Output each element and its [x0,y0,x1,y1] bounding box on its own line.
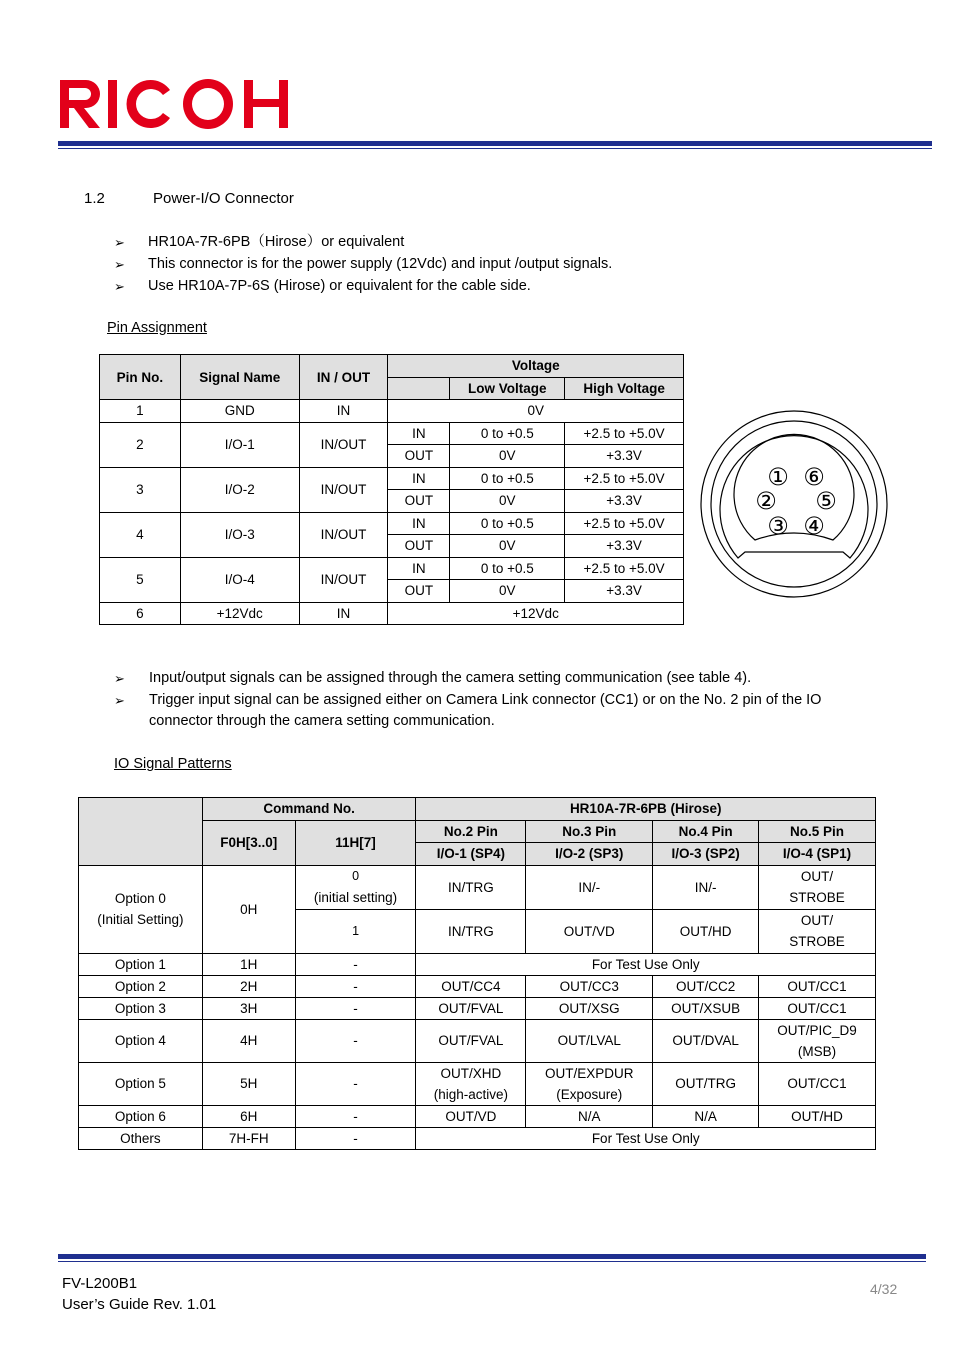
table-row: Others 7H-FH - For Test Use Only [79,1127,876,1149]
arrow-bullet-icon: ➢ [114,693,125,708]
pin-1-label: ① [767,463,789,491]
header-command-no: Command No. [202,798,416,821]
io-signal-patterns-table: Command No. HR10A-7R-6PB (Hirose) F0H[3..0] 11H[7] No.2 Pin No.3 Pin No.4 Pin No.5 Pin I/O-1 (SP4) I/O-2 (SP3) I/O-3 (SP2) I/O-4 (SP1) Option 0 (Initial Setting) 0H 0 (initial setting) IN/TRG IN/- IN/- OUT/ STROBE 1 IN/TRG OUT/VD OUT/HD OUT/ STROBE Option 1 1H - For Test Use Only Option 2 2H - OUT/CC4 OUT/CC3 OUT/CC2 OUT/CC1 Option 3 3H - OUT/FVAL OUT/XSG OUT/XSUB OUT/CC1 Option 4 4H - OUT/FVAL OUT/LVAL OUT/DVAL OUT/PIC_D9 (MSB) Option 5 5H - OUT/XHD (high-active) OUT/EXPDUR (Exposure) OUT/TRG OUT/CC1 Option 6 6H - OUT/VD N/A N/A OUT/HD Others 7H-FH - For Test Use Only [78,797,876,1150]
header-pin-no: Pin No. [100,355,181,400]
arrow-bullet-icon: ➢ [114,257,125,272]
header-in-out: IN / OUT [299,355,388,400]
table-row: Option 2 2H - OUT/CC4 OUT/CC3 OUT/CC2 OUT/CC1 [79,975,876,997]
section-number: 1.2 [84,190,105,207]
table-row: 1 GND IN 0V [100,400,684,423]
pin-3-label: ③ [767,512,789,540]
connector-inner-keyed-ring [720,436,868,558]
pin-6-label: ⑥ [803,463,825,491]
header-low-voltage: Low Voltage [450,377,565,400]
pin-assignment-heading: Pin Assignment [107,320,207,336]
section-title: Power-I/O Connector [153,190,294,207]
table-row: OUT 0V +3.3V [100,445,684,468]
io-patterns-heading: IO Signal Patterns [114,756,232,772]
connector-outer-ring [701,411,887,597]
header-11h: 11H[7] [295,820,416,865]
header-high-voltage: High Voltage [565,377,684,400]
table-row: OUT 0V +3.3V [100,490,684,513]
ricoh-logo [58,78,303,130]
arrow-bullet-icon: ➢ [114,235,125,250]
header-blank [388,377,450,400]
header-blank [79,798,203,866]
table-row: 2 I/O-1 IN/OUT IN 0 to +0.5 +2.5 to +5.0V [100,422,684,445]
table-row: 1 IN/TRG OUT/VD OUT/HD OUT/ STROBE [79,909,876,953]
table-row: Option 1 1H - For Test Use Only [79,953,876,975]
table-row: OUT 0V +3.3V [100,535,684,558]
arrow-bullet-icon: ➢ [114,279,125,294]
table-row: 5 I/O-4 IN/OUT IN 0 to +0.5 +2.5 to +5.0V [100,557,684,580]
header-rule-thick [58,141,932,146]
ricoh-logo-letters [60,79,288,129]
footer-rule-thick [58,1254,926,1259]
pin-4-label: ④ [803,512,825,540]
footer-rule-thin [58,1261,926,1262]
header-signal-name: Signal Name [180,355,299,400]
connector-diagram [698,408,890,600]
table-row: Option 4 4H - OUT/FVAL OUT/LVAL OUT/DVAL OUT/PIC_D9 (MSB) [79,1019,876,1062]
page-number: 4/32 [870,1281,898,1297]
connector-middle-ring [711,421,877,587]
footer-guide-revision: User’s Guide Rev. 1.01 [62,1296,217,1313]
arrow-bullet-icon: ➢ [114,671,125,686]
header-voltage: Voltage [388,355,684,378]
table-row: 4 I/O-3 IN/OUT IN 0 to +0.5 +2.5 to +5.0V [100,512,684,535]
pin-assignment-table [99,354,684,625]
table-row: 3 I/O-2 IN/OUT IN 0 to +0.5 +2.5 to +5.0V [100,467,684,490]
header-f0h: F0H[3..0] [202,820,295,865]
pin-5-label: ⑤ [815,487,837,515]
table-row: Option 6 6H - OUT/VD N/A N/A OUT/HD [79,1105,876,1127]
table-row: OUT 0V +3.3V [100,580,684,603]
table-row: Option 0 (Initial Setting) 0H 0 (initial setting) IN/TRG IN/- IN/- OUT/ STROBE [79,865,876,909]
pin-2-label: ② [755,487,777,515]
footer-model: FV-L200B1 [62,1275,138,1292]
table-row: 6 +12Vdc IN +12Vdc [100,602,684,625]
header-rule-thin [58,148,932,149]
table-row: Option 3 3H - OUT/FVAL OUT/XSG OUT/XSUB OUT/CC1 [79,997,876,1019]
table-row: Option 5 5H - OUT/XHD (high-active) OUT/EXPDUR (Exposure) OUT/TRG OUT/CC1 [79,1062,876,1105]
header-connector: HR10A-7R-6PB (Hirose) [416,798,876,821]
